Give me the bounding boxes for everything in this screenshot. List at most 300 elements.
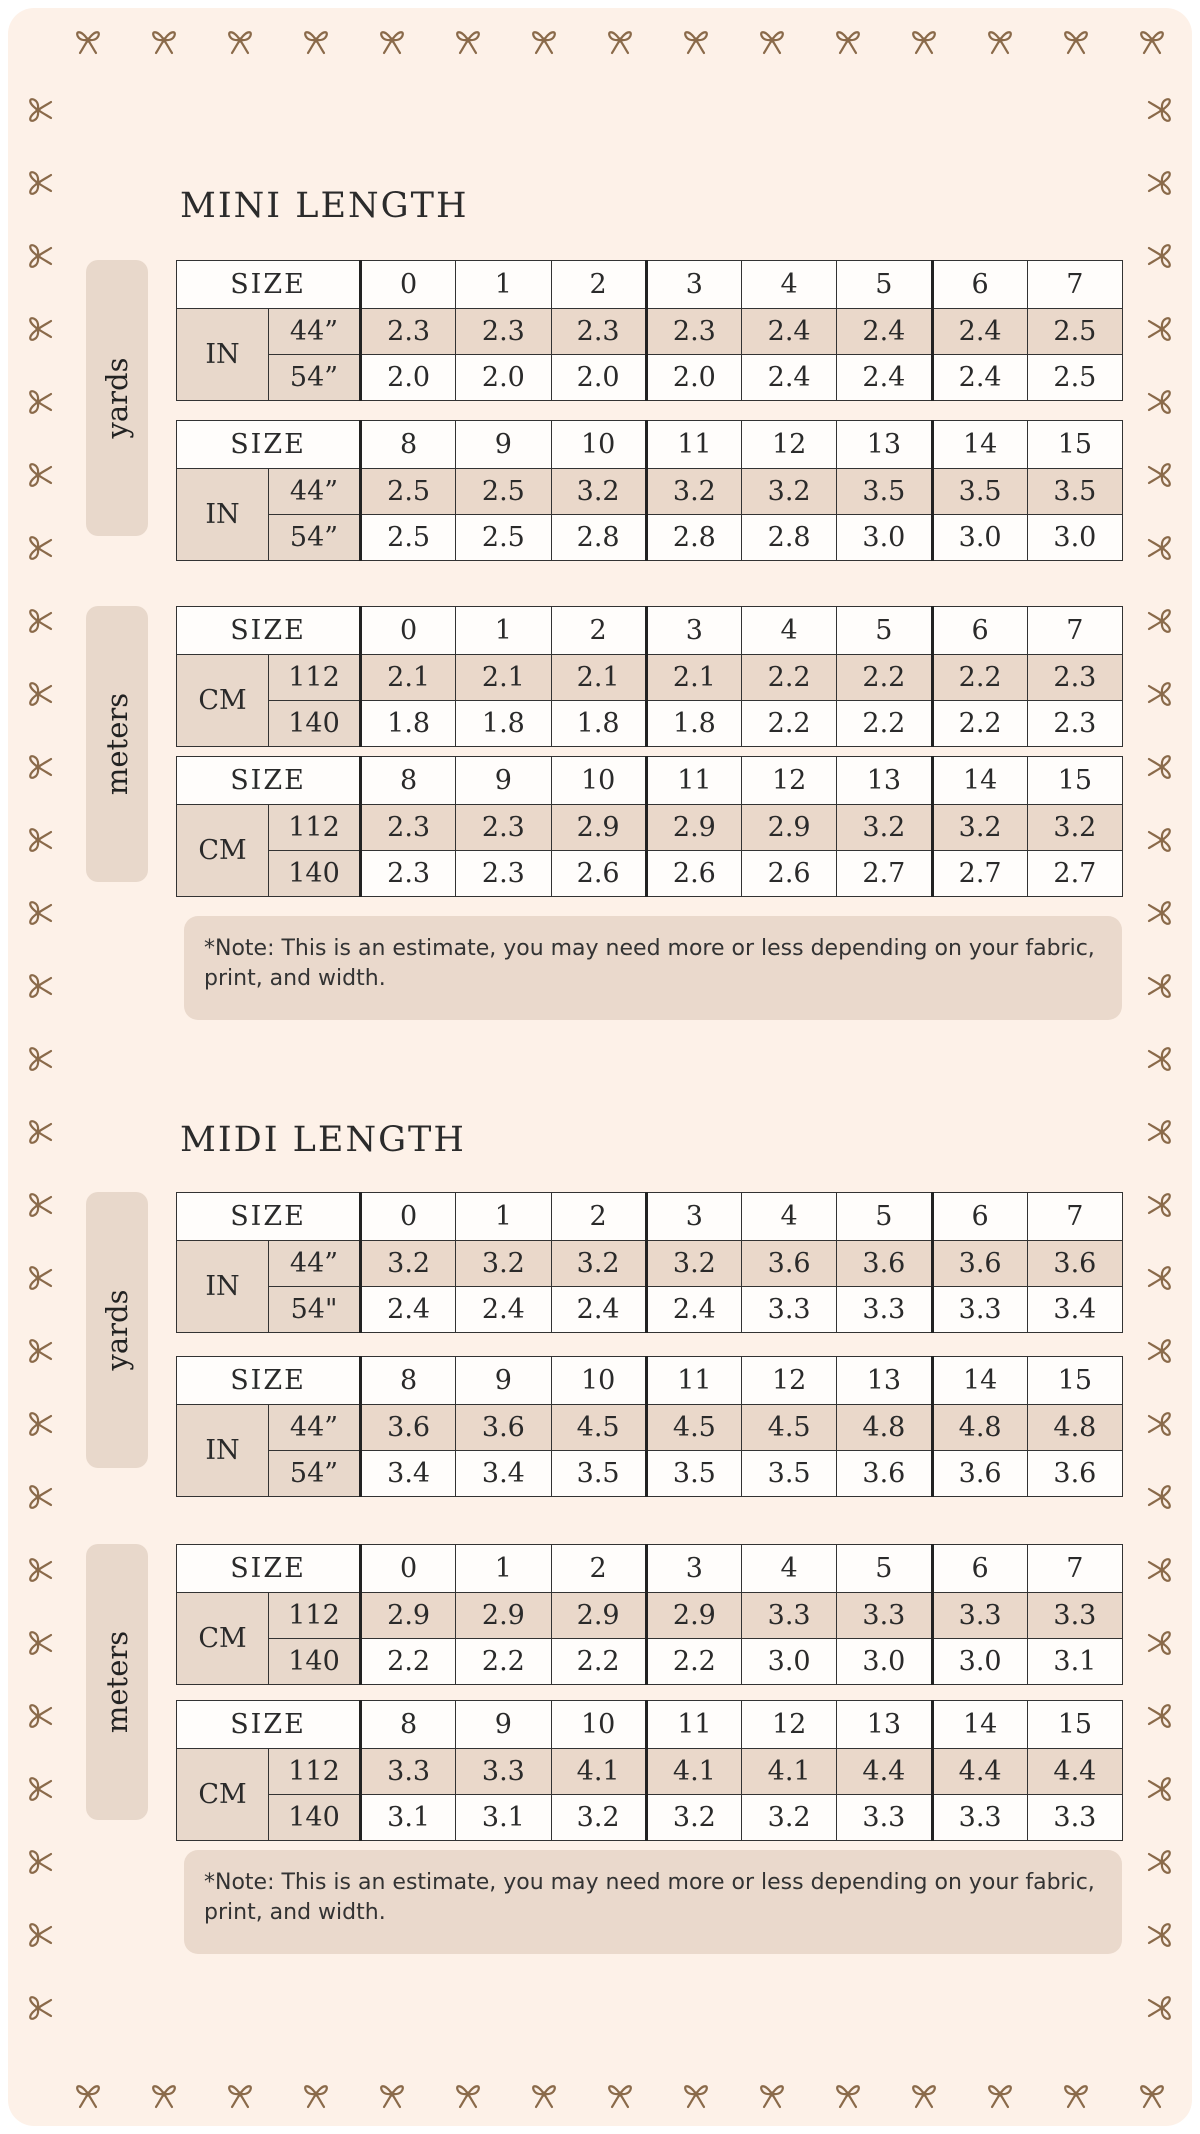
yardage-value: 2.4	[742, 355, 837, 401]
fleur-bow-icon	[754, 22, 790, 58]
yardage-value: 2.9	[551, 1593, 646, 1639]
fleur-bow-icon	[830, 22, 866, 58]
section-title-mini: MINI LENGTH	[180, 186, 469, 226]
fleur-bow-icon	[20, 1187, 56, 1223]
size-cell: 11	[646, 421, 741, 469]
yardage-value: 3.2	[551, 469, 646, 515]
size-cell: 12	[742, 757, 837, 805]
yardage-value: 2.0	[456, 355, 551, 401]
fleur-bow-icon	[298, 22, 334, 58]
fabric-width-label: 44”	[269, 1241, 361, 1287]
fleur-bow-icon	[1144, 1990, 1180, 2026]
fabric-width-label: 44”	[269, 309, 361, 355]
fleur-bow-icon	[20, 530, 56, 566]
fabric-width-label: 44”	[269, 1405, 361, 1451]
size-cell: 2	[551, 261, 646, 309]
yardage-value: 3.0	[1027, 515, 1122, 561]
yardage-value: 3.3	[932, 1593, 1027, 1639]
mini-yards-block	[86, 260, 1122, 553]
yardage-value: 3.2	[646, 1795, 741, 1841]
yardage-value: 3.3	[742, 1593, 837, 1639]
yardage-value: 3.2	[456, 1241, 551, 1287]
side-label-box	[86, 1544, 148, 1820]
fleur-bow-icon	[20, 92, 56, 128]
unit-label: IN	[177, 1241, 269, 1333]
fleur-bow-icon	[602, 2076, 638, 2112]
yardage-value: 3.2	[1027, 805, 1122, 851]
yardage-value: 3.3	[932, 1795, 1027, 1841]
yardage-table	[176, 756, 1123, 897]
size-cell: 3	[646, 1545, 741, 1593]
yardage-value: 2.1	[361, 655, 456, 701]
fleur-bow-icon	[754, 2076, 790, 2112]
size-header: SIZE	[177, 1357, 361, 1405]
fleur-bow-icon	[1144, 1844, 1180, 1880]
fabric-width-label: 140	[269, 1795, 361, 1841]
midi-meters-block	[86, 1544, 1122, 1833]
fleur-bow-icon	[1144, 92, 1180, 128]
fleur-bow-icon	[20, 1625, 56, 1661]
size-cell: 4	[742, 607, 837, 655]
side-label: yards	[100, 357, 134, 439]
size-cell: 11	[646, 1701, 741, 1749]
side-label-box	[86, 1192, 148, 1468]
size-cell: 4	[742, 261, 837, 309]
side-label: meters	[100, 692, 134, 796]
yardage-value: 3.5	[837, 469, 932, 515]
side-label: yards	[100, 1289, 134, 1371]
unit-label: CM	[177, 655, 269, 747]
yardage-value: 3.2	[932, 805, 1027, 851]
yardage-value: 4.5	[742, 1405, 837, 1451]
yardage-value: 3.6	[837, 1451, 932, 1497]
yardage-value: 3.2	[742, 469, 837, 515]
yardage-value: 3.0	[932, 1639, 1027, 1685]
fleur-bow-icon	[1144, 384, 1180, 420]
fabric-width-label: 112	[269, 1593, 361, 1639]
fleur-bow-icon	[982, 22, 1018, 58]
size-cell: 14	[932, 757, 1027, 805]
fleur-bow-icon	[20, 1771, 56, 1807]
yardage-value: 3.6	[1027, 1241, 1122, 1287]
yardage-value: 3.6	[361, 1405, 456, 1451]
size-cell: 8	[361, 757, 456, 805]
fleur-bow-icon	[20, 1479, 56, 1515]
fleur-bow-icon	[20, 1844, 56, 1880]
fleur-bow-icon	[70, 2076, 106, 2112]
yardage-value: 2.2	[837, 701, 932, 747]
fleur-bow-icon	[374, 22, 410, 58]
size-cell: 1	[456, 1545, 551, 1593]
yardage-value: 2.5	[361, 515, 456, 561]
yardage-value: 2.5	[456, 469, 551, 515]
fleur-bow-icon	[1144, 238, 1180, 274]
yardage-value: 2.4	[551, 1287, 646, 1333]
yardage-value: 2.6	[742, 851, 837, 897]
yardage-value: 4.4	[1027, 1749, 1122, 1795]
fleur-bow-icon	[1144, 1041, 1180, 1077]
fleur-bow-icon	[20, 1552, 56, 1588]
yardage-value: 3.0	[742, 1639, 837, 1685]
yardage-value: 2.5	[1027, 309, 1122, 355]
yardage-value: 3.6	[932, 1241, 1027, 1287]
yardage-value: 3.4	[1027, 1287, 1122, 1333]
fabric-width-label: 54”	[269, 1451, 361, 1497]
fleur-bow-icon	[20, 1333, 56, 1369]
size-cell: 15	[1027, 1357, 1122, 1405]
fleur-bow-icon	[222, 22, 258, 58]
fleur-bow-icon	[20, 603, 56, 639]
fabric-width-label: 54”	[269, 355, 361, 401]
size-cell: 8	[361, 1701, 456, 1749]
size-cell: 7	[1027, 1193, 1122, 1241]
size-cell: 1	[456, 607, 551, 655]
size-cell: 15	[1027, 1701, 1122, 1749]
size-cell: 2	[551, 1545, 646, 1593]
yardage-value: 3.6	[456, 1405, 551, 1451]
fleur-bow-icon	[20, 457, 56, 493]
yardage-value: 4.5	[646, 1405, 741, 1451]
fleur-bow-icon	[1134, 2076, 1170, 2112]
size-cell: 7	[1027, 261, 1122, 309]
size-cell: 12	[742, 1357, 837, 1405]
yardage-value: 4.8	[932, 1405, 1027, 1451]
size-cell: 0	[361, 607, 456, 655]
yardage-value: 2.2	[742, 655, 837, 701]
size-cell: 3	[646, 607, 741, 655]
fleur-bow-icon	[526, 22, 562, 58]
size-cell: 14	[932, 1357, 1027, 1405]
fleur-bow-icon	[1144, 1552, 1180, 1588]
yardage-table	[176, 606, 1123, 747]
size-cell: 11	[646, 1357, 741, 1405]
section-title-midi: MIDI LENGTH	[180, 1120, 466, 1160]
fleur-bow-icon	[906, 22, 942, 58]
fleur-bow-icon	[1144, 749, 1180, 785]
fleur-bow-icon	[20, 1698, 56, 1734]
size-cell: 5	[837, 1193, 932, 1241]
yardage-value: 1.8	[456, 701, 551, 747]
yardage-value: 2.3	[361, 805, 456, 851]
fleur-bow-icon	[830, 2076, 866, 2112]
fleur-bow-icon	[1144, 311, 1180, 347]
yardage-value: 3.5	[1027, 469, 1122, 515]
fleur-bow-icon	[20, 1990, 56, 2026]
size-cell: 10	[551, 421, 646, 469]
yardage-table	[176, 1544, 1123, 1685]
size-cell: 10	[551, 1357, 646, 1405]
side-label-box	[86, 260, 148, 536]
fleur-bow-icon	[1144, 895, 1180, 931]
fleur-bow-icon	[374, 2076, 410, 2112]
size-cell: 14	[932, 1701, 1027, 1749]
yardage-table	[176, 1192, 1123, 1333]
size-cell: 0	[361, 1545, 456, 1593]
size-cell: 2	[551, 1193, 646, 1241]
yardage-value: 3.2	[742, 1795, 837, 1841]
fleur-bow-icon	[20, 1260, 56, 1296]
yardage-value: 2.4	[361, 1287, 456, 1333]
yardage-value: 2.4	[456, 1287, 551, 1333]
yardage-value: 3.3	[837, 1593, 932, 1639]
yardage-table	[176, 1700, 1123, 1841]
yardage-value: 2.2	[932, 701, 1027, 747]
size-cell: 4	[742, 1545, 837, 1593]
size-cell: 13	[837, 421, 932, 469]
fabric-width-label: 54"	[269, 1287, 361, 1333]
estimate-note: *Note: This is an estimate, you may need more or less depending on your fabric, print, and width.	[184, 916, 1122, 1020]
yardage-value: 2.3	[361, 851, 456, 897]
yardage-value: 2.0	[361, 355, 456, 401]
yardage-value: 2.2	[742, 701, 837, 747]
yardage-value: 1.8	[551, 701, 646, 747]
fleur-bow-icon	[1144, 1260, 1180, 1296]
yardage-value: 4.5	[551, 1405, 646, 1451]
fleur-bow-icon	[146, 22, 182, 58]
yardage-value: 2.1	[456, 655, 551, 701]
fabric-width-label: 140	[269, 851, 361, 897]
yardage-value: 2.5	[1027, 355, 1122, 401]
unit-label: IN	[177, 309, 269, 401]
size-cell: 15	[1027, 757, 1122, 805]
yardage-value: 4.1	[551, 1749, 646, 1795]
yardage-value: 2.4	[646, 1287, 741, 1333]
yardage-value: 3.2	[551, 1795, 646, 1841]
fleur-bow-icon	[982, 2076, 1018, 2112]
yardage-value: 3.3	[456, 1749, 551, 1795]
fabric-width-label: 44”	[269, 469, 361, 515]
unit-label: CM	[177, 1749, 269, 1841]
size-cell: 13	[837, 1357, 932, 1405]
yardage-value: 3.3	[837, 1287, 932, 1333]
size-cell: 0	[361, 261, 456, 309]
yardage-value: 2.2	[837, 655, 932, 701]
yardage-value: 2.4	[837, 355, 932, 401]
yardage-value: 2.6	[551, 851, 646, 897]
yardage-value: 2.4	[742, 309, 837, 355]
unit-label: CM	[177, 805, 269, 897]
size-cell: 6	[932, 607, 1027, 655]
size-cell: 5	[837, 261, 932, 309]
size-header: SIZE	[177, 607, 361, 655]
yardage-value: 3.4	[361, 1451, 456, 1497]
yardage-value: 2.8	[551, 515, 646, 561]
fleur-bow-icon	[20, 165, 56, 201]
fleur-bow-icon	[1134, 22, 1170, 58]
yardage-value: 2.3	[551, 309, 646, 355]
yardage-value: 2.8	[742, 515, 837, 561]
size-cell: 3	[646, 261, 741, 309]
yardage-value: 2.2	[932, 655, 1027, 701]
fabric-width-label: 112	[269, 1749, 361, 1795]
yardage-value: 2.3	[456, 309, 551, 355]
fleur-bow-icon	[1058, 2076, 1094, 2112]
yardage-value: 3.0	[837, 1639, 932, 1685]
size-cell: 0	[361, 1193, 456, 1241]
size-cell: 10	[551, 1701, 646, 1749]
fleur-bow-icon	[1144, 1917, 1180, 1953]
yardage-table	[176, 420, 1123, 561]
yardage-value: 3.5	[646, 1451, 741, 1497]
fleur-bow-icon	[1144, 1114, 1180, 1150]
yardage-value: 3.6	[742, 1241, 837, 1287]
midi-yards-block	[86, 1192, 1122, 1489]
yardage-value: 2.7	[932, 851, 1027, 897]
yardage-value: 3.6	[932, 1451, 1027, 1497]
size-cell: 9	[456, 421, 551, 469]
fleur-bow-icon	[222, 2076, 258, 2112]
yardage-value: 2.7	[837, 851, 932, 897]
fabric-width-label: 112	[269, 655, 361, 701]
fleur-bow-icon	[906, 2076, 942, 2112]
size-cell: 9	[456, 757, 551, 805]
size-cell: 4	[742, 1193, 837, 1241]
size-cell: 15	[1027, 421, 1122, 469]
fabric-width-label: 54”	[269, 515, 361, 561]
yardage-value: 2.3	[456, 805, 551, 851]
yardage-value: 3.1	[361, 1795, 456, 1841]
size-cell: 7	[1027, 607, 1122, 655]
fleur-bow-icon	[678, 22, 714, 58]
fleur-bow-icon	[1144, 822, 1180, 858]
fleur-bow-icon	[1144, 1479, 1180, 1515]
fleur-bow-icon	[1144, 530, 1180, 566]
fleur-bow-icon	[20, 238, 56, 274]
yardage-value: 3.3	[742, 1287, 837, 1333]
fleur-bow-icon	[20, 968, 56, 1004]
yardage-value: 3.6	[1027, 1451, 1122, 1497]
yardage-value: 2.4	[932, 309, 1027, 355]
yardage-value: 2.1	[551, 655, 646, 701]
estimate-note: *Note: This is an estimate, you may need more or less depending on your fabric, print, and width.	[184, 1850, 1122, 1954]
yardage-value: 3.5	[932, 469, 1027, 515]
fleur-bow-icon	[20, 676, 56, 712]
yardage-table	[176, 260, 1123, 401]
yardage-value: 2.7	[1027, 851, 1122, 897]
yardage-value: 3.1	[1027, 1639, 1122, 1685]
yardage-value: 2.3	[361, 309, 456, 355]
yardage-value: 3.3	[1027, 1795, 1122, 1841]
yardage-value: 4.4	[932, 1749, 1027, 1795]
yardage-value: 2.1	[646, 655, 741, 701]
fleur-bow-icon	[1144, 676, 1180, 712]
unit-label: IN	[177, 1405, 269, 1497]
fleur-bow-icon	[1058, 22, 1094, 58]
size-cell: 12	[742, 1701, 837, 1749]
fleur-bow-icon	[1144, 1406, 1180, 1442]
yardage-value: 3.3	[837, 1795, 932, 1841]
yardage-value: 3.2	[837, 805, 932, 851]
size-cell: 11	[646, 757, 741, 805]
size-cell: 5	[837, 1545, 932, 1593]
unit-label: IN	[177, 469, 269, 561]
size-cell: 8	[361, 421, 456, 469]
size-cell: 14	[932, 421, 1027, 469]
yardage-value: 2.2	[361, 1639, 456, 1685]
fleur-bow-icon	[1144, 1698, 1180, 1734]
fabric-width-label: 112	[269, 805, 361, 851]
yardage-value: 4.4	[837, 1749, 932, 1795]
yardage-value: 2.9	[551, 805, 646, 851]
yardage-value: 4.1	[742, 1749, 837, 1795]
yardage-value: 2.2	[551, 1639, 646, 1685]
side-label: meters	[100, 1630, 134, 1734]
size-cell: 5	[837, 607, 932, 655]
yardage-value: 3.0	[837, 515, 932, 561]
fleur-bow-icon	[1144, 457, 1180, 493]
size-cell: 13	[837, 757, 932, 805]
fleur-bow-icon	[1144, 165, 1180, 201]
fleur-bow-icon	[20, 895, 56, 931]
size-cell: 8	[361, 1357, 456, 1405]
size-header: SIZE	[177, 1545, 361, 1593]
yardage-value: 2.9	[456, 1593, 551, 1639]
yardage-value: 2.5	[361, 469, 456, 515]
fleur-bow-icon	[20, 1114, 56, 1150]
yardage-value: 3.3	[361, 1749, 456, 1795]
yardage-value: 2.8	[646, 515, 741, 561]
yardage-value: 3.0	[932, 515, 1027, 561]
yardage-value: 3.3	[1027, 1593, 1122, 1639]
size-cell: 13	[837, 1701, 932, 1749]
size-cell: 12	[742, 421, 837, 469]
fleur-bow-icon	[1144, 1771, 1180, 1807]
yardage-value: 3.4	[456, 1451, 551, 1497]
yardage-value: 4.8	[837, 1405, 932, 1451]
fleur-bow-icon	[450, 22, 486, 58]
unit-label: CM	[177, 1593, 269, 1685]
fleur-bow-icon	[1144, 1333, 1180, 1369]
yardage-value: 2.0	[551, 355, 646, 401]
size-cell: 9	[456, 1701, 551, 1749]
fleur-bow-icon	[602, 22, 638, 58]
yardage-value: 3.2	[551, 1241, 646, 1287]
fleur-bow-icon	[1144, 603, 1180, 639]
yardage-value: 1.8	[646, 701, 741, 747]
fleur-bow-icon	[298, 2076, 334, 2112]
size-cell: 10	[551, 757, 646, 805]
size-chart-card	[8, 8, 1192, 2126]
yardage-value: 2.3	[1027, 701, 1122, 747]
yardage-value: 3.2	[646, 1241, 741, 1287]
yardage-value: 2.9	[646, 805, 741, 851]
size-cell: 9	[456, 1357, 551, 1405]
yardage-value: 2.9	[646, 1593, 741, 1639]
size-header: SIZE	[177, 1193, 361, 1241]
yardage-value: 4.1	[646, 1749, 741, 1795]
yardage-value: 2.4	[932, 355, 1027, 401]
yardage-value: 2.6	[646, 851, 741, 897]
size-header: SIZE	[177, 1701, 361, 1749]
fleur-bow-icon	[1144, 1625, 1180, 1661]
size-cell: 6	[932, 261, 1027, 309]
mini-meters-block	[86, 606, 1122, 890]
yardage-value: 3.2	[646, 469, 741, 515]
size-cell: 7	[1027, 1545, 1122, 1593]
yardage-value: 2.2	[646, 1639, 741, 1685]
yardage-table	[176, 1356, 1123, 1497]
size-header: SIZE	[177, 757, 361, 805]
yardage-value: 2.0	[646, 355, 741, 401]
yardage-value: 2.3	[646, 309, 741, 355]
size-cell: 6	[932, 1193, 1027, 1241]
yardage-value: 2.4	[837, 309, 932, 355]
size-header: SIZE	[177, 421, 361, 469]
fleur-bow-icon	[20, 311, 56, 347]
fleur-bow-icon	[450, 2076, 486, 2112]
fleur-bow-icon	[1144, 968, 1180, 1004]
yardage-value: 1.8	[361, 701, 456, 747]
